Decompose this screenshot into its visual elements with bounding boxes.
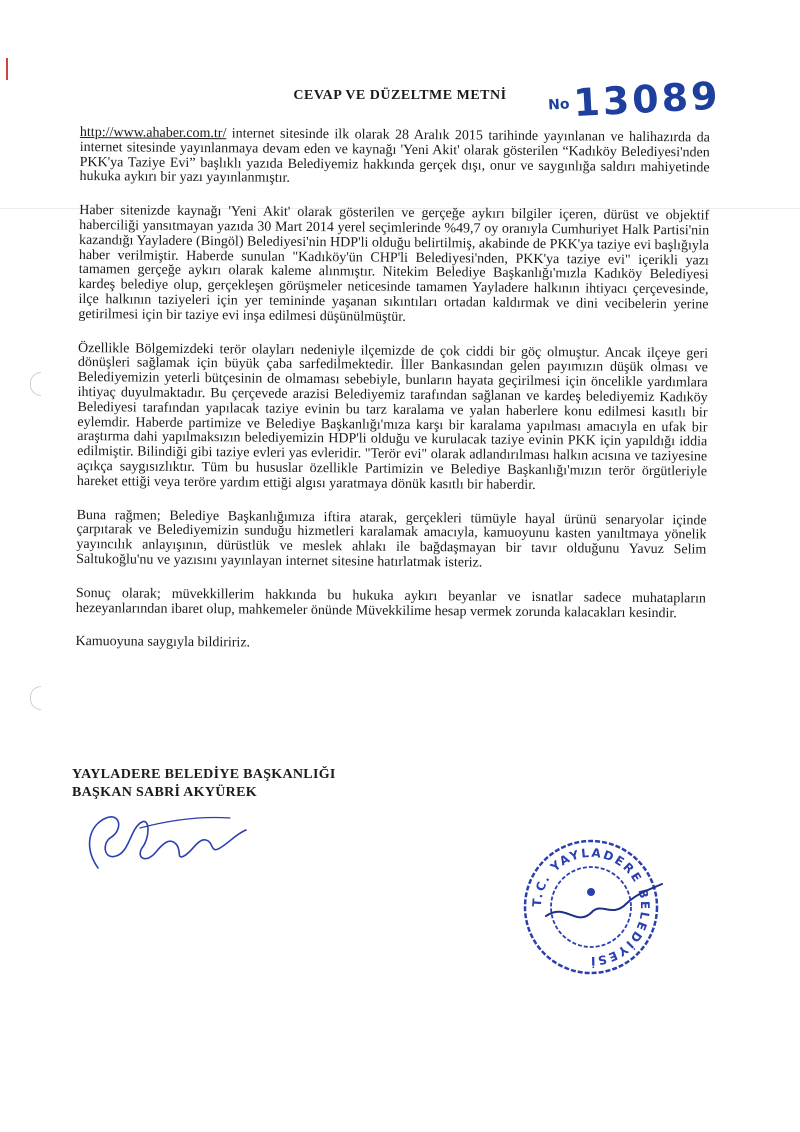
seal-star-icon <box>587 888 595 896</box>
seal-outer-ring <box>525 841 657 973</box>
document-title: CEVAP VE DÜZELTME METNİ <box>293 88 507 103</box>
official-seal <box>516 832 666 982</box>
document-number-prefix: No <box>547 96 570 114</box>
handwritten-signature <box>80 808 250 878</box>
document-body <box>75 126 710 675</box>
closing-line: Kamuoyuna saygıyla bildiririz. <box>75 634 251 651</box>
signature-block <box>72 766 336 802</box>
seal-inner-ring <box>551 867 631 947</box>
punch-hole <box>30 686 41 710</box>
paragraph-4: Buna rağmen; Belediye Başkanlığımıza iftira atarak, gerçekleri tümüyle hayal ürünü senaryolar içinde çarpıtarak ve Belediyemizin sunduğu hizmetleri karalamak amacıyla, kamuoyunu kasten yanıltmaya yönelik yayıncılık anlayışının, dürüstlük ve meslek ahlakı ile bağdaşmayan bir tavır olduğunu Yavuz Selim Saltukoğlu'nu ve yazısını yayınlayan internet sitesine hatırlatmak isteriz. <box>76 507 707 571</box>
paragraph-3: Özellikle Bölgemizdeki terör olayları nedeniyle ilçemizde de çok ciddi bir göç olmuştur. Ancak ilçeye geri dönüşleri sağlamak için büyük çaba sarfedilmektedir. İller Bankasından gelen payımızın düşük olması ve Belediyemizin yeterli bütçesinin de olmaması sebebiyle, bunların hayata geçirilmesi için öncelikle yardımlara ihtiyaç duyulmaktadır. Bu çerçevede arazisi Belediyemiz tarafından sağlanan ve kardeş belediyemiz Kadıköy Belediyesi tarafından yapılacak taziye evinin bu tarz karalama ve yalan haberlere konu edilmesi kasıtlı bir eylemdir. Haberde partimize ve Belediye Başkanlığı'mıza karşı bir karalama yapılması amacıyla en ufak bir araştırma dahi yapılmaksızın belediyemizin HDP'li olduğu ve kurulacak taziye evinin PKK için yapıldığı iddia edilmiştir. Bilindiği gibi taziye evleri yas evleridir. "Terör evi" olarak adlandırılması halkın acısına ve taziyesine açıkça saygısızlıktır. Tüm bu hususlar özellikle Partimizin ve Belediye Başkanlığı'mızın terör örgütleriyle hareket ettiği veya teröre yardım ettiği algısı yaratmaya dönük kasıtlı bir haberdir. <box>76 340 709 493</box>
scan-margin-mark <box>6 58 8 80</box>
paragraph-1 <box>79 126 709 191</box>
signatory-name: BAŞKAN SABRİ AKYÜREK <box>72 785 257 800</box>
seal-text-path: T.C. YAYLADERE BELEDİYESİ <box>529 845 653 969</box>
paragraph-2: Haber sitenizde kaynağı 'Yeni Akit' olarak gösterilen ve gerçeğe aykırı bilgiler içeren, dürüst ve objektif haberciliği yansıtmayan yazıda 30 Mart 2014 yerel seçimlerinde %49,7 oy oranıyla Cumhuriyet Halk Partisi'nin kazandığı Yayladere (Bingöl) Belediyesi'nin HDP'li olduğu belirtilmiş, akabinde de PKK'ya taziye evi başlığıyla haber verilmiştir. Haberde sunulan "Kadıköy'ün CHP'li Belediyesi'nden, PKK'ya taziye evi" içerikli yazı tamamen gerçeğe aykırı olarak kaleme alınmıştır. Nitekim Belediye Başkanlığı'mızla Kadıköy Belediyesi kardeş belediye olup, gerçekleşen görüşmeler neticesinde tamamen Yayladere halkının ihtiyacı çerçevesinde, ilçe halkının taziyeleri için yer temininde yaşanan sıkıntıları ortadan kaldırmak ve dini vecibelerin yerine getirilmesi için bir taziye evi inşa edilmesi düşünülmüştür. <box>78 203 710 325</box>
source-link[interactable]: http://www.ahaber.com.tr/ <box>79 125 227 142</box>
document-number: 13089 <box>572 73 722 126</box>
paragraph-5: Sonuç olarak; müvekkillerim hakkında bu hukuka aykırı beyanlar ve isnatlar sadece muhatapların hezeyanlarından ibaret olup, mahkemeler önünde Müvekkilime hesap vermek zorunda kalacakları kesindir. <box>75 585 706 621</box>
signature-stroke <box>90 817 246 868</box>
punch-hole <box>30 372 41 396</box>
paragraph-1-text: internet sitesinde ilk olarak 28 Aralık 2015 tarihinde yayınlanan ve halihazırda da internet sitesinde yayınlanmaya devam eden ve kaynağı 'Yeni Akit' olarak gösterilen “Kadıköy Belediyesi'nden PKK'ya Taziye Evi” başlıklı yazıda Belediyemiz hakkında gerçek dışı, onur ve saygınlığa saldırı mahiyetinde hukuka aykırı bir yazı yayınlanmıştır. <box>79 126 710 187</box>
signature-underline <box>140 817 230 828</box>
signatory-organization: YAYLADERE BELEDİYE BAŞKANLIĞI <box>72 767 336 782</box>
seal-text <box>530 846 652 969</box>
